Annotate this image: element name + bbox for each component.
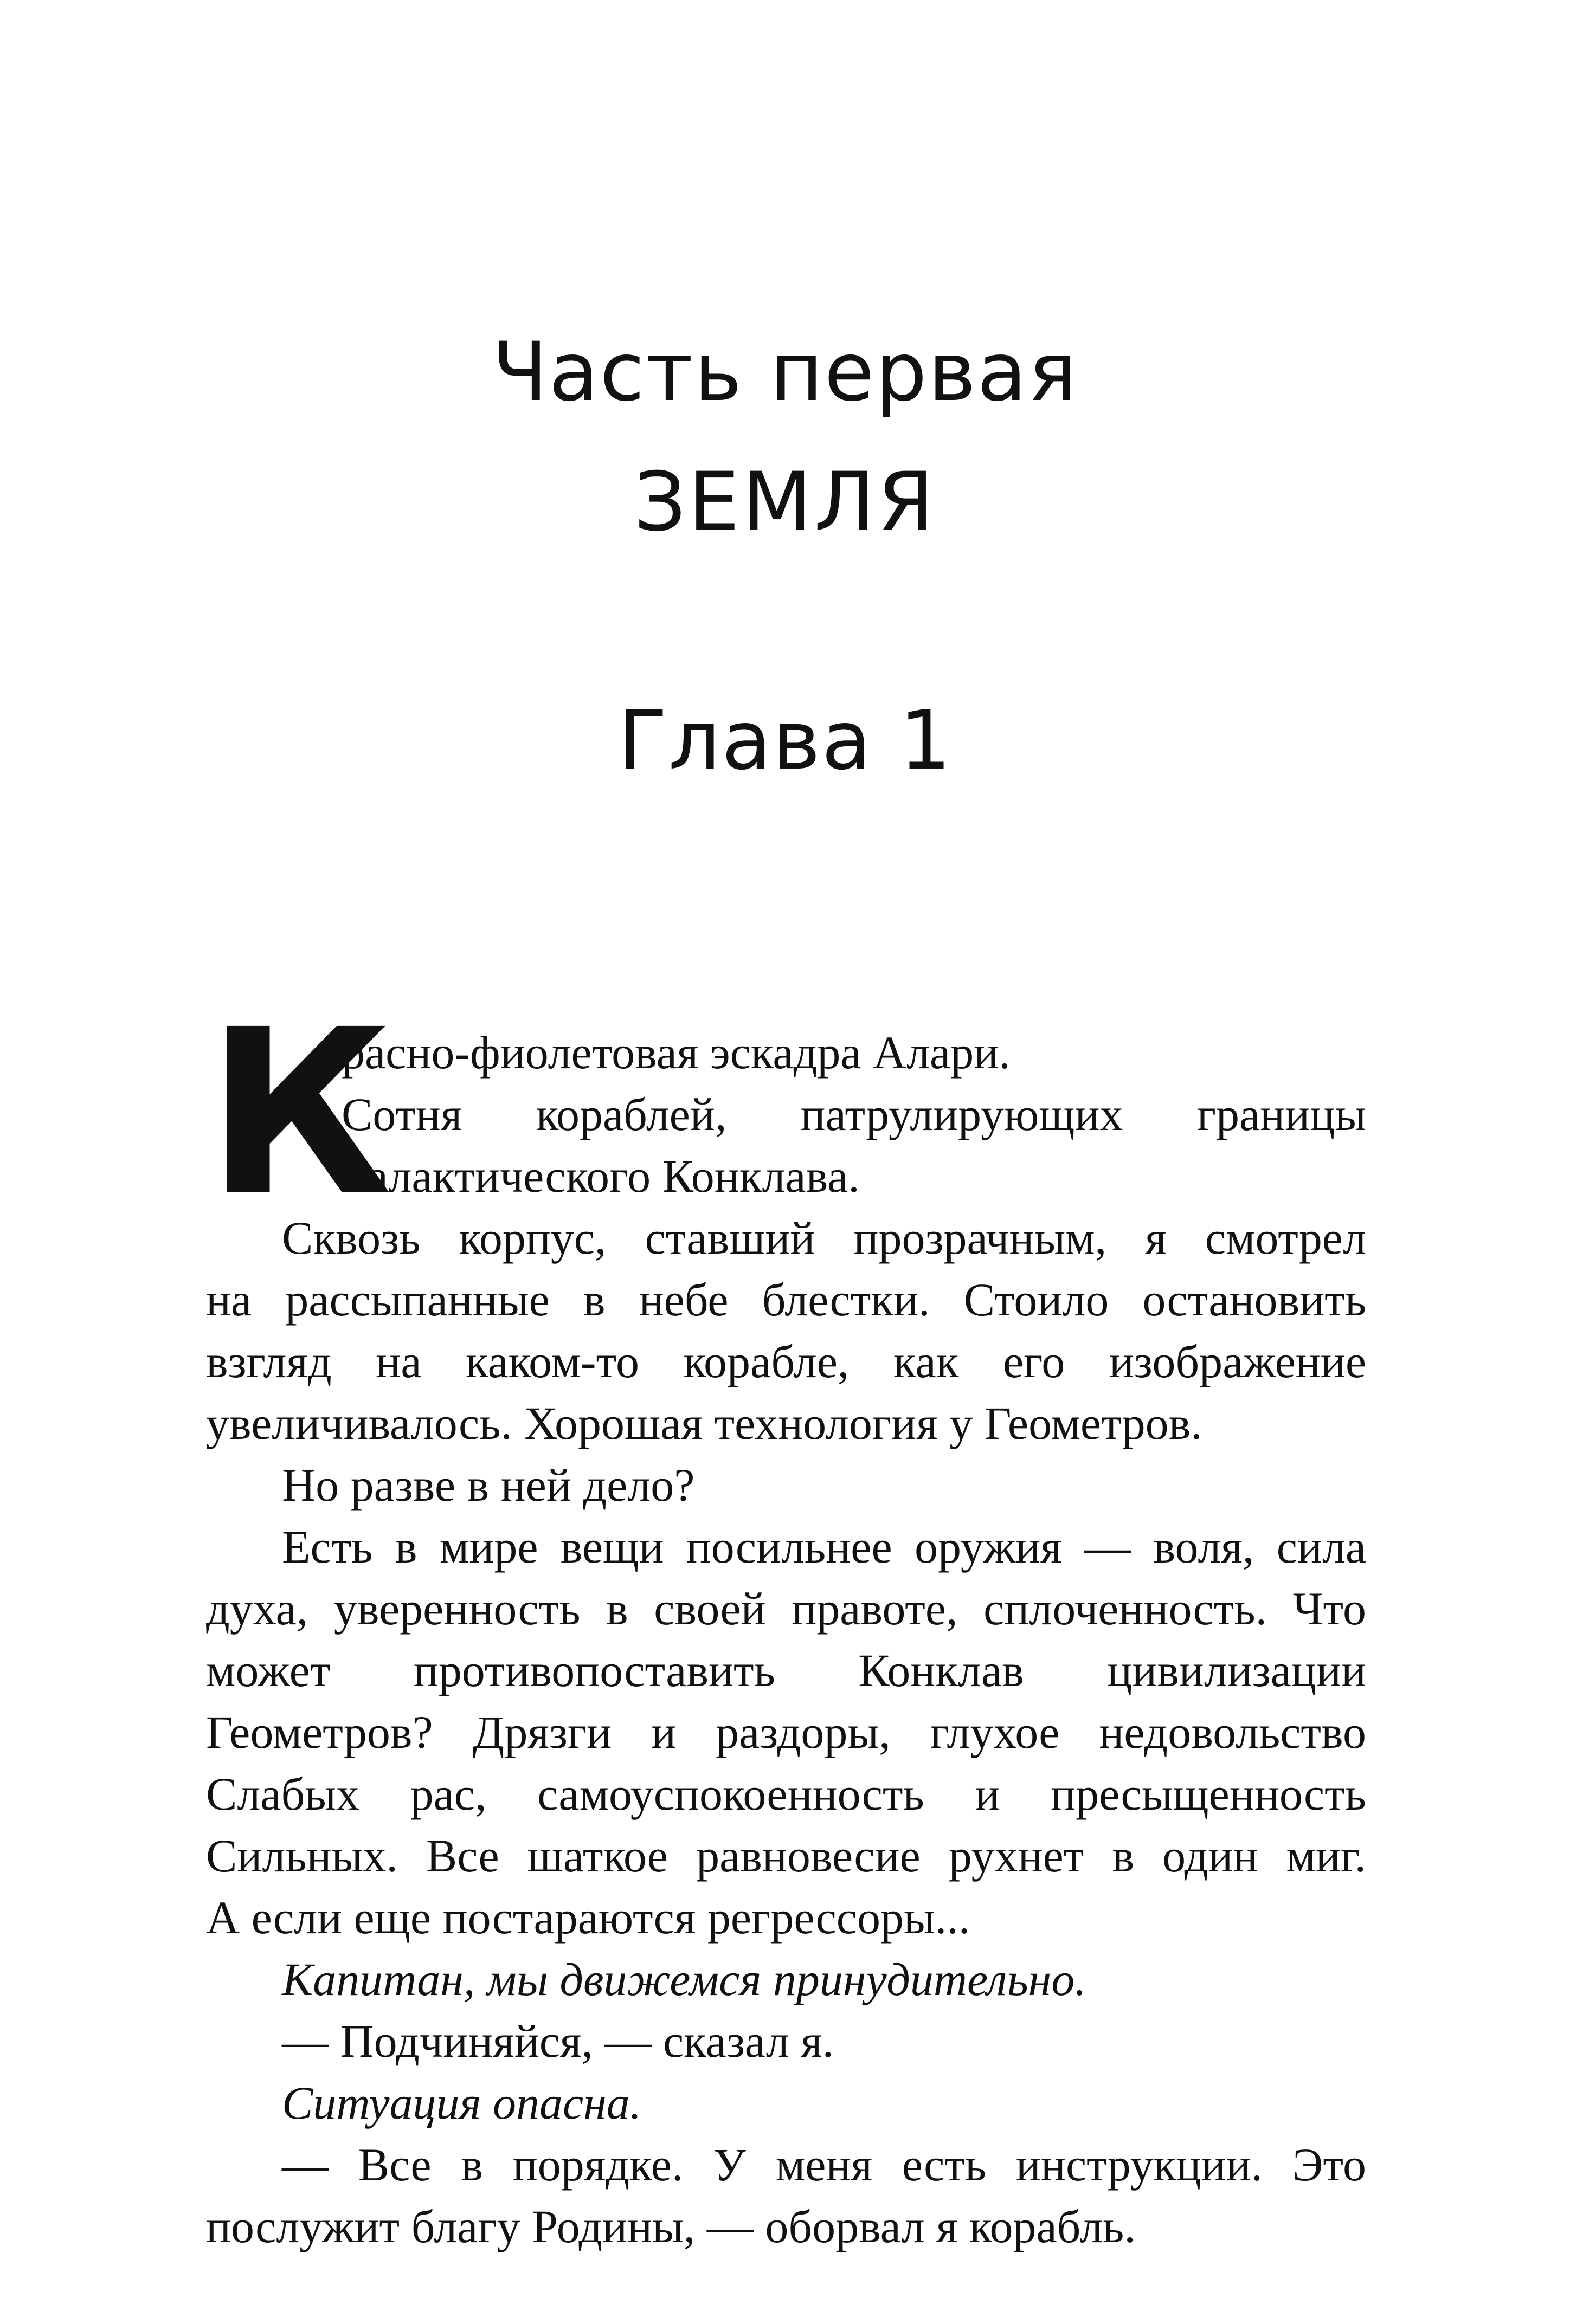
text-line: расно-фиолетовая эскадра Алари. [342, 1027, 1011, 1079]
italic-text-line: Капитан, мы движемся принудительно. [282, 1953, 1086, 2005]
part-title: Часть первая [492, 325, 1078, 419]
text-line: взгляд на каком-то корабле, как его изображение [206, 1335, 1366, 1387]
text-line: А если еще постараются регрессоры... [206, 1892, 970, 1944]
part-name: ЗЕМЛЯ [634, 455, 936, 550]
drop-cap-lines [342, 1022, 1366, 1207]
text-line: Сотня кораблей, патрулирующих границы [342, 1088, 1366, 1140]
text-line: на рассыпанные в небе блестки. Стоило остановить [206, 1274, 1366, 1326]
chapter-title: Глава 1 [617, 694, 953, 788]
text-line: Галактического Конклава. [342, 1150, 860, 1202]
text-line: Слабых рас, самоуспокоенность и пресыщенность [206, 1768, 1366, 1820]
text-line: Но разве в ней дело? [282, 1459, 695, 1511]
text-line: Сильных. Все шаткое равновесие рухнет в один миг. [206, 1830, 1366, 1882]
text-line: Сквозь корпус, ставший прозрачным, я смотрел [282, 1212, 1366, 1264]
italic-text-line: Ситуация опасна. [282, 2077, 642, 2129]
drop-cap-letter: К [206, 981, 392, 1246]
text-line: увеличивалось. Хорошая технология у Геометров. [206, 1397, 1202, 1449]
text-line: Геометров? Дрязги и раздоры, глухое недовольство [206, 1706, 1366, 1758]
chapter-body [206, 981, 1366, 2257]
dialogue-line: — Все в порядке. У меня есть инструкции. Это [282, 2139, 1366, 2191]
text-line: может противопоставить Конклав цивилизации [206, 1644, 1366, 1696]
text-line: Есть в мире вещи посильнее оружия — воля, сила [282, 1521, 1366, 1573]
dialogue-line: — Подчиняйся, — сказал я. [282, 2015, 834, 2067]
text-line: послужит благу Родины, — оборвал я корабль. [206, 2200, 1136, 2252]
text-line: духа, уверенность в своей правоте, сплоченность. Что [206, 1583, 1366, 1635]
